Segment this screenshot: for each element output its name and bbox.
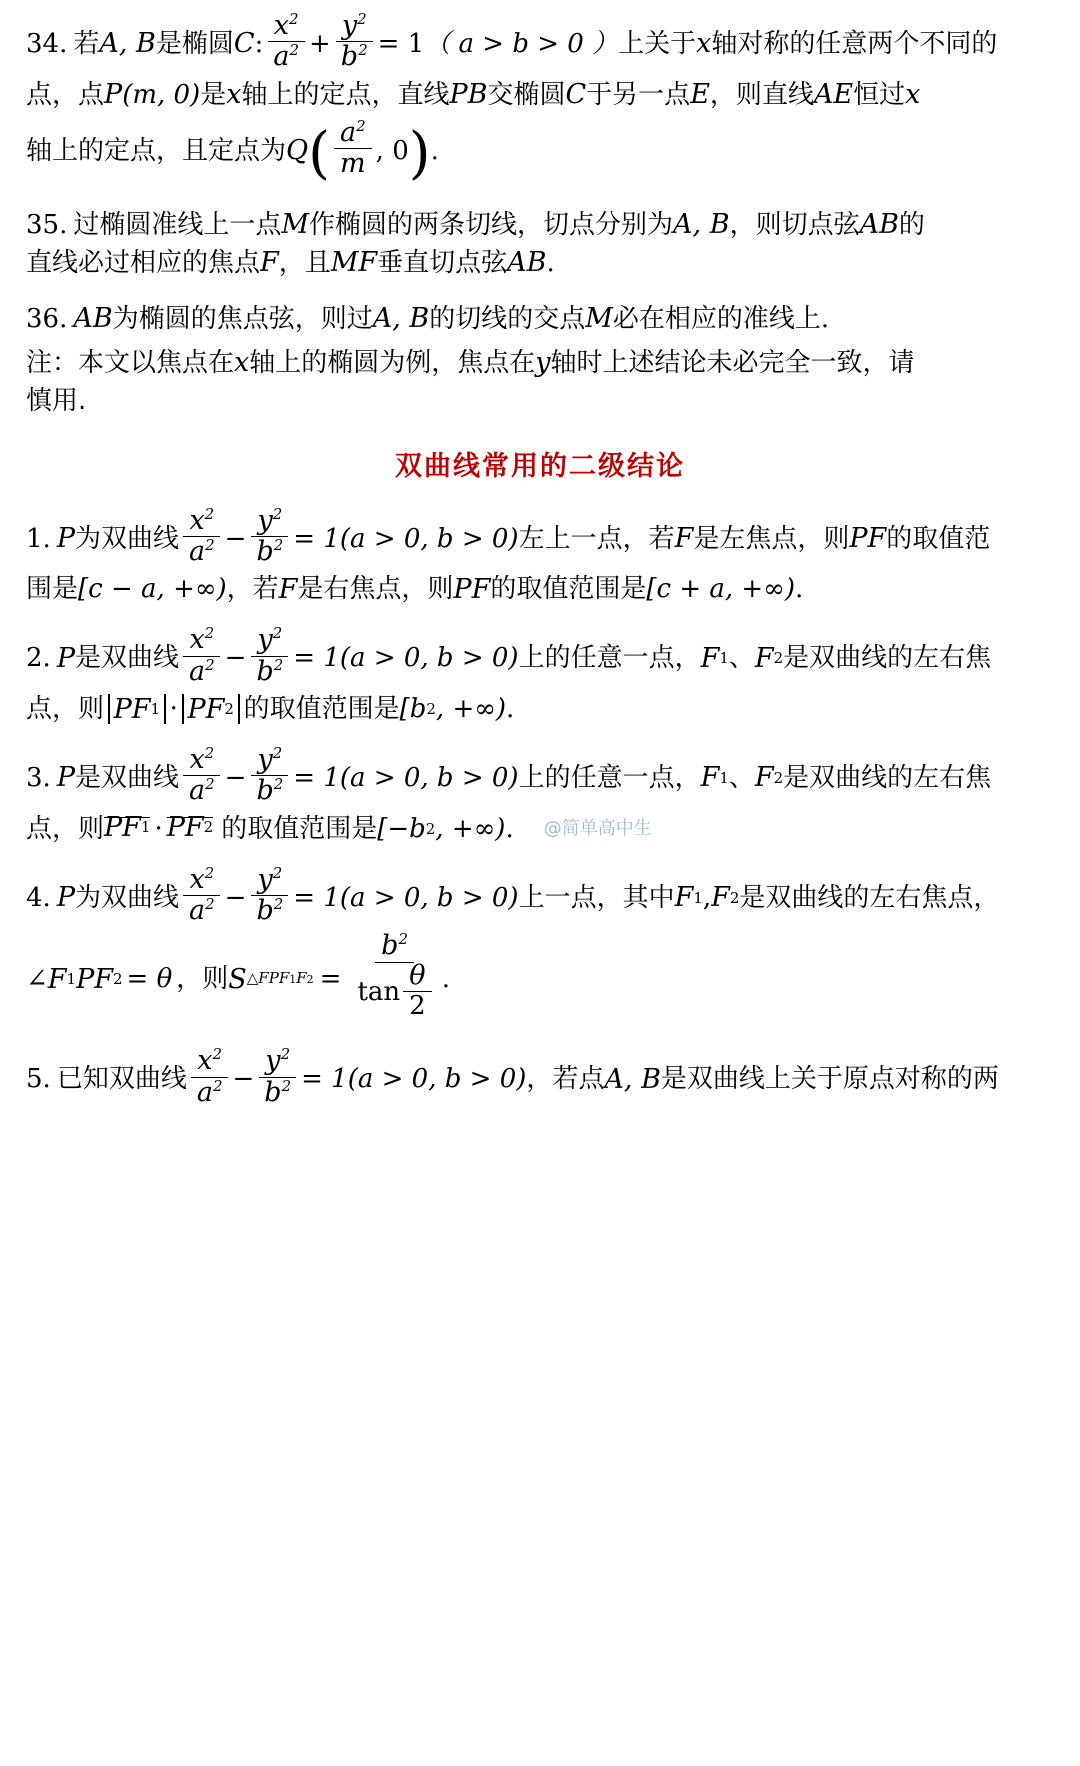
period: .	[505, 813, 514, 844]
var-c: C	[565, 79, 587, 111]
text: 作椭圆的两条切线，切点分别为	[309, 209, 674, 240]
equals: =	[319, 964, 342, 995]
text: ，则切点弦	[729, 209, 860, 240]
separator: 、	[728, 643, 755, 674]
text: 是椭圆	[155, 28, 234, 59]
text: 直线必过相应的焦点	[26, 247, 261, 278]
text: 必在相应的准线上	[612, 303, 821, 334]
fraction-x2-a2	[183, 863, 221, 927]
minus-sign: −	[224, 882, 247, 913]
var-x: x	[226, 79, 242, 111]
equation-condition: = 1(a > 0, b > 0)	[293, 882, 519, 913]
denominator: $b^2$	[256, 655, 284, 687]
text: 注：本文以焦点在	[26, 347, 235, 378]
denominator: $b^2$	[256, 775, 284, 807]
item-35-number: 35.	[26, 209, 68, 240]
item-36	[26, 302, 1054, 336]
var-ab2: AB	[859, 209, 899, 241]
var-ab: A, B	[604, 1063, 661, 1095]
fraction-x2-a2	[183, 746, 221, 806]
range-end: , +∞)	[435, 813, 506, 844]
text: 的	[898, 209, 925, 240]
section-heading: 双曲线常用的二级结论	[395, 450, 685, 482]
period: .	[794, 574, 804, 605]
fraction-b2-tan	[351, 932, 437, 1022]
denominator: $a^2$	[189, 536, 215, 568]
var-p: P	[56, 642, 75, 674]
item-number: 2.	[26, 643, 51, 674]
text: 上一点，其中	[518, 882, 675, 913]
var-pf: PF	[453, 573, 491, 605]
period: .	[430, 135, 439, 166]
condition: （ a > b > 0 ）	[424, 28, 619, 59]
denominator: $a^2$	[196, 1076, 223, 1108]
text: 轴上的定点，且定点为	[26, 135, 287, 166]
hyperbola-item-1	[26, 504, 1054, 607]
minus-sign: −	[232, 1064, 255, 1095]
numerator: $x^2$	[183, 866, 220, 896]
hyperbola-5-line-1	[26, 1045, 1054, 1109]
var-f: F	[674, 523, 694, 555]
var-ab: AB	[73, 303, 113, 335]
text: 轴对称的任意两个不同的	[711, 28, 998, 59]
hyperbola-2-line-2: 点，则 PF 1 · PF 2 的取值范围是 [b 2 , +∞) .	[26, 693, 515, 725]
text: 上关于	[618, 28, 697, 59]
text: 恒过	[853, 79, 906, 110]
var-pf: PF	[849, 523, 887, 555]
text: 上的任意一点，	[518, 762, 701, 793]
area-subscript: △FPF1F2	[246, 969, 314, 988]
var-y: y	[535, 347, 551, 379]
item-34-line-2	[26, 78, 1054, 112]
var-pb: PB	[449, 79, 488, 111]
var-f2: F 2	[711, 882, 740, 914]
fraction-y2-b2	[258, 1047, 297, 1107]
var-ab: A, B	[673, 209, 730, 241]
numerator: $x^2$	[183, 626, 220, 656]
var-x: x	[234, 347, 250, 379]
numerator: $b^2$	[375, 932, 414, 962]
text: 为双曲线	[74, 523, 179, 554]
comma: ,	[702, 882, 712, 913]
item-34-line-3	[26, 116, 1054, 186]
period: .	[546, 247, 555, 278]
text: 轴上的定点，直线	[241, 79, 450, 110]
var-x: x	[905, 79, 921, 111]
hyperbola-3-line-1	[26, 744, 1054, 808]
abs-pf1: PF 1	[104, 694, 170, 724]
text: 过椭圆准线上一点	[73, 209, 282, 240]
text: ，若点	[526, 1064, 605, 1095]
var-p: P	[56, 882, 75, 914]
numerator: $y^2$	[251, 746, 288, 776]
text: 已知双曲线	[56, 1064, 187, 1095]
separator: 、	[728, 762, 755, 793]
text: 交椭圆	[487, 79, 566, 110]
text: 是右焦点，则	[297, 574, 454, 605]
period: .	[506, 694, 515, 725]
denominator: m	[340, 148, 366, 180]
range-1: [c − a, +∞)	[78, 574, 227, 605]
text: 垂直切点弦	[377, 247, 508, 278]
numerator: $x^2$	[191, 1047, 228, 1077]
denominator: $b^2$	[256, 895, 284, 927]
text: 围是	[26, 574, 79, 605]
text: 是双曲线的左右焦	[783, 762, 992, 793]
hyperbola-item-5	[26, 1045, 1054, 1109]
text: 是	[200, 79, 227, 110]
denominator: $a^2$	[189, 895, 215, 927]
denominator: $b^2$	[264, 1076, 292, 1108]
text: 的切线的交点	[429, 303, 586, 334]
var-p: P	[76, 963, 95, 995]
var-m: M	[281, 209, 310, 241]
note-block	[26, 346, 1054, 418]
period: .	[820, 303, 830, 334]
item-number: 1.	[26, 523, 51, 554]
range-start: [−b	[377, 813, 426, 844]
range-2: [c + a, +∞)	[646, 574, 795, 605]
minus-sign: −	[224, 523, 247, 554]
minus-sign: −	[224, 762, 247, 793]
denominator: $a^2$	[189, 655, 215, 687]
var-ab: AB	[507, 247, 547, 279]
equation-condition: = 1(a > 0, b > 0)	[293, 762, 519, 793]
hyperbola-item-4	[26, 863, 1054, 1028]
text: 是双曲线	[74, 643, 179, 674]
period: .	[441, 964, 450, 995]
equals-one: = 1	[377, 28, 425, 59]
text: 的取值范围是	[243, 694, 400, 725]
var-ab2: A, B	[372, 303, 430, 335]
var-p: P	[56, 762, 75, 794]
text: 左上一点，若	[518, 523, 675, 554]
text: 于另一点	[586, 79, 691, 110]
text: 是双曲线的左右焦	[783, 643, 992, 674]
hyperbola-item-2	[26, 624, 1054, 726]
item-35	[26, 208, 1054, 280]
var-mf: MF	[330, 247, 378, 279]
var-ae: AE	[813, 79, 854, 111]
item-34-line-1	[26, 10, 1054, 74]
item-number: 4.	[26, 882, 51, 913]
text: 是双曲线	[74, 762, 179, 793]
fraction-y2-b2	[250, 626, 289, 686]
abs-pf2: PF 2	[178, 694, 244, 724]
var-f2: F 2	[754, 642, 784, 674]
zero-coord: , 0	[375, 135, 409, 166]
item-34-number: 34.	[26, 28, 68, 59]
item-36-number: 36.	[26, 303, 68, 334]
item-35-line-2	[26, 246, 1054, 280]
text: 是左焦点，则	[693, 523, 850, 554]
right-paren: )	[408, 120, 431, 186]
hyperbola-1-line-1	[26, 504, 1054, 569]
fraction-x2-a2	[183, 626, 221, 686]
numerator: $y^2$	[251, 507, 288, 537]
text: 的取值范	[886, 523, 991, 554]
numerator: $x^2$	[183, 507, 220, 537]
note-line-1	[26, 346, 1054, 380]
text: ，则	[176, 964, 229, 995]
text: 是双曲线上关于原点对称的两	[660, 1064, 999, 1095]
fraction-x2-a2	[191, 1047, 229, 1107]
hyperbola-1-line-2	[26, 572, 1054, 606]
var-m: M	[585, 303, 613, 335]
denominator: $b^2$	[256, 536, 284, 568]
var-f1: F 1	[674, 882, 703, 914]
range-start: [b	[399, 694, 427, 725]
var-q: Q	[286, 135, 309, 167]
point-coords: (m, 0)	[122, 79, 201, 110]
text: 上的任意一点，	[518, 643, 701, 674]
text: 点，则	[26, 813, 105, 844]
numerator: $y^2$	[259, 1047, 296, 1077]
left-paren: (	[308, 120, 331, 186]
var-f2: F 2	[754, 762, 784, 794]
denominator: $a^2$	[189, 775, 215, 807]
numerator: $x^2$	[183, 746, 220, 776]
fraction-a2-m	[334, 116, 372, 180]
text: 若	[73, 28, 100, 59]
text: 是双曲线的左右焦点，	[739, 882, 1000, 913]
fraction-y2-b2	[250, 746, 289, 806]
text: ，则直线	[709, 79, 814, 110]
cdot: ·	[169, 694, 178, 725]
equation-condition: = 1(a > 0, b > 0)	[301, 1064, 527, 1095]
hyperbola-2-line-1	[26, 624, 1054, 688]
text: 点，点	[26, 79, 105, 110]
vector-pf1: PF 1	[104, 811, 151, 843]
numerator: $y^2$	[336, 12, 373, 42]
minus-sign: −	[224, 643, 247, 674]
var-f2: F 2	[94, 963, 123, 995]
var-f1: F 1	[700, 642, 729, 674]
item-number: 3.	[26, 762, 51, 793]
text: 的取值范围是	[221, 813, 378, 844]
text: 点，则	[26, 694, 105, 725]
numerator: $x^2$	[268, 12, 305, 42]
numerator: $a^2$	[334, 119, 372, 149]
fraction-y2-b2	[335, 12, 374, 72]
var-p: P	[104, 79, 123, 111]
var-f1: F 1	[47, 963, 77, 995]
cdot: ·	[154, 813, 163, 844]
fraction-x2-a2	[183, 504, 221, 568]
text: ，且	[278, 247, 331, 278]
hyperbola-3-line-2: 点，则 PF 1 · PF 2 的取值范围是 [−b 2 , +∞) . @简单高中生	[26, 811, 652, 844]
denominator: $b^2$	[340, 41, 368, 73]
angle-icon: ∠	[26, 964, 48, 995]
var-p: P	[56, 523, 75, 555]
hyperbola-4-line-1	[26, 863, 1054, 928]
range-end: , +∞)	[435, 694, 507, 725]
text: 轴上的椭圆为例，焦点在	[249, 347, 536, 378]
colon: :	[254, 28, 264, 59]
text: 慎用.	[26, 385, 87, 416]
text: 的取值范围是	[490, 574, 647, 605]
watermark: @简单高中生	[543, 817, 652, 839]
hyperbola-4-line-2	[26, 931, 1054, 1027]
var-f: F	[278, 573, 298, 605]
numerator: $y^2$	[251, 626, 288, 656]
var-f: F	[260, 247, 279, 279]
text: 为双曲线	[74, 882, 179, 913]
denominator: $a^2$	[273, 41, 299, 73]
hyperbola-item-3	[26, 744, 1054, 846]
fraction-y2-b2	[250, 863, 289, 927]
text: 为椭圆的焦点弦，则过	[112, 303, 373, 334]
item-34	[26, 10, 1054, 186]
text: ，若	[226, 574, 279, 605]
area-symbol: S △FPF1F2	[228, 963, 314, 995]
item-36-line-1	[26, 302, 1054, 336]
item-35-line-1	[26, 208, 1054, 242]
equation-condition: = 1(a > 0, b > 0)	[293, 643, 519, 674]
equals-theta: = θ	[126, 964, 173, 995]
vector-pf2: PF 2	[166, 811, 214, 843]
fraction-x2-a2	[267, 12, 305, 72]
var-c: C	[233, 28, 255, 60]
equation-condition: = 1(a > 0, b > 0)	[293, 523, 519, 554]
denominator: tan $\frac{\theta}{2}$	[351, 963, 437, 1023]
item-number: 5.	[26, 1064, 51, 1095]
var-e: E	[690, 79, 710, 111]
numerator: $y^2$	[251, 866, 288, 896]
plus-sign: +	[309, 28, 331, 59]
note-line-2	[26, 384, 1054, 418]
text: 轴时上述结论未必完全一致，请	[550, 347, 915, 378]
fraction-y2-b2	[250, 504, 289, 568]
var-ab: A, B	[99, 28, 156, 60]
var-x: x	[696, 28, 712, 60]
var-f1: F 1	[700, 762, 729, 794]
